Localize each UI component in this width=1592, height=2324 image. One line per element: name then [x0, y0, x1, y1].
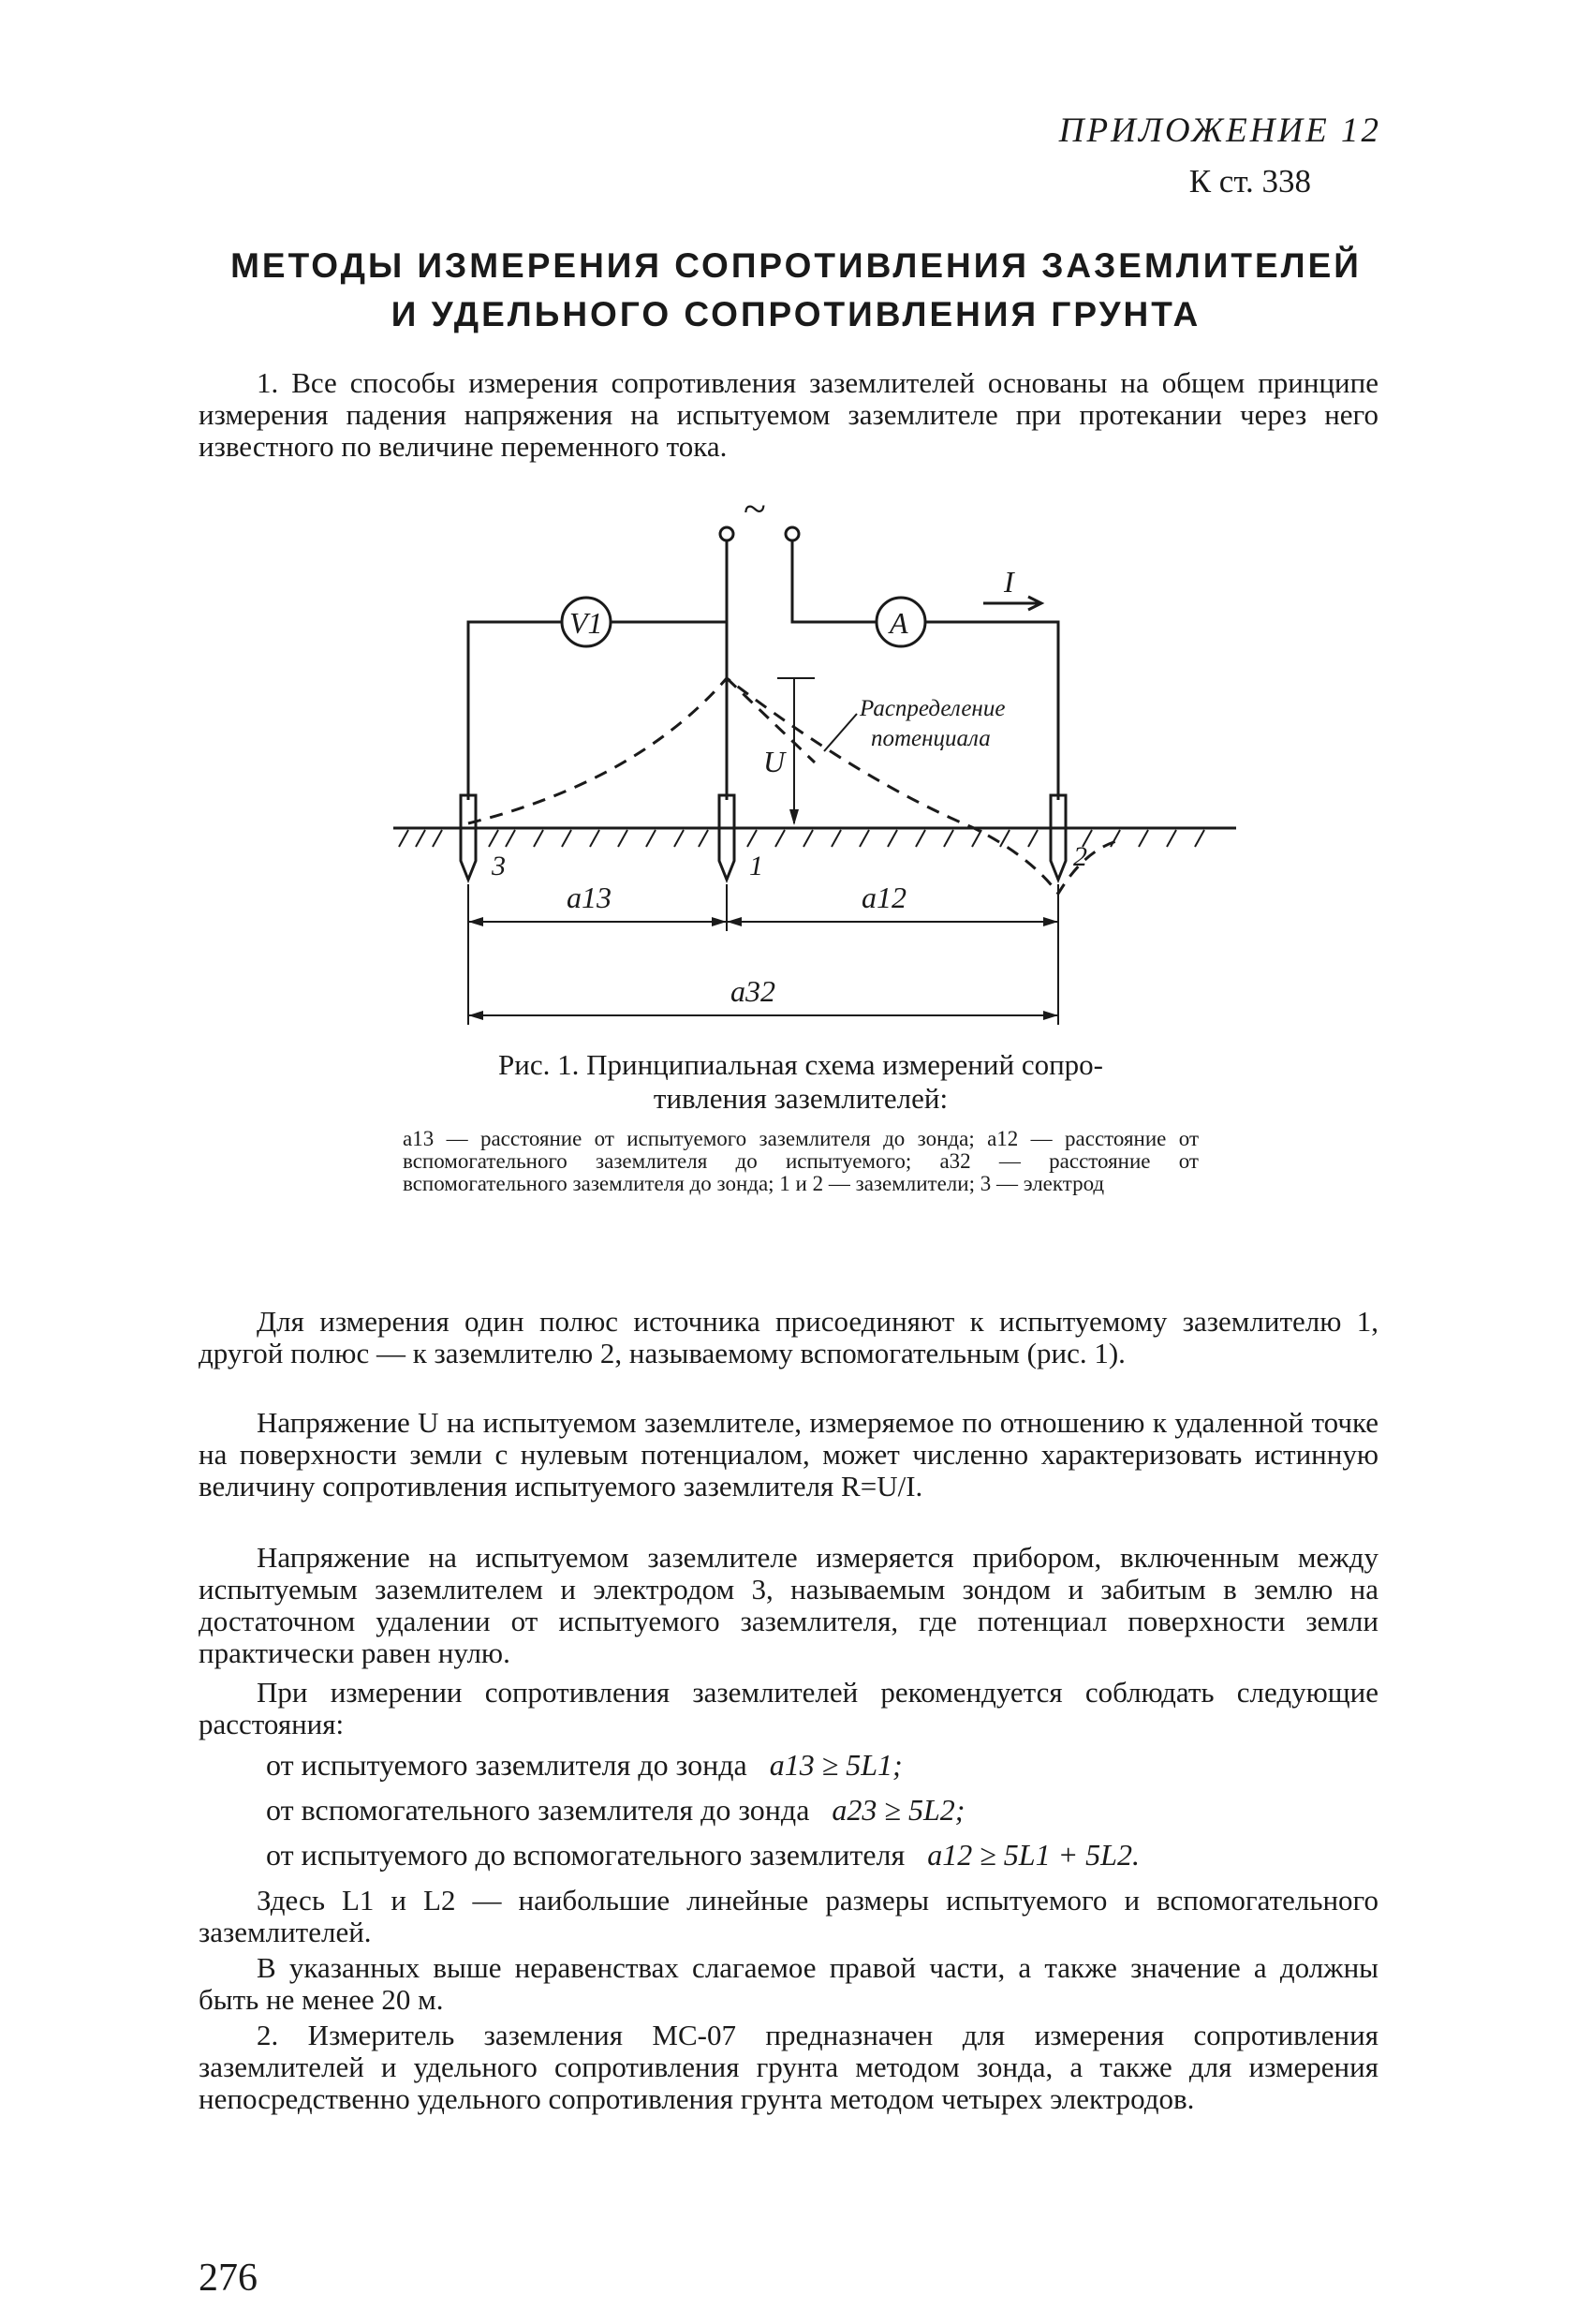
body-paragraph-3: Напряжение на испытуемом заземлителе измеряется прибором, включенным между испытуемым заземлителем и электродом 3, называемым зондом и забитым в землю на достаточном удалении от испытуемого заземлителя, где потенциал поверхности земли практически равен нулю. — [199, 1541, 1378, 1669]
dimension-a13-label: a13 — [567, 881, 612, 914]
page-title-line2: И УДЕЛЬНОГО СОПРОТИВЛЕНИЯ ГРУНТА — [391, 295, 1201, 333]
potential-distribution-curve — [468, 678, 1124, 894]
current-label: I — [1004, 565, 1014, 599]
source-symbol: ~ — [744, 491, 766, 532]
ammeter-label: A — [890, 606, 908, 640]
body-paragraph-4: При измерении сопротивления заземлителей рекомендуется соблюдать следующие расстояния: — [199, 1676, 1378, 1740]
distance-rule-1: от испытуемого заземлителя до зонда a13 ≥ 5L1; — [266, 1748, 903, 1782]
potential-label-line2: потенциала — [871, 726, 991, 751]
electrode-3-label: 3 — [492, 851, 506, 881]
wire-voltmeter-to-electrode-3 — [468, 622, 562, 800]
electrode-2-rod — [1051, 795, 1066, 880]
potential-label-line1: Распределение — [860, 696, 1006, 721]
source-terminal-left — [720, 527, 733, 540]
electrode-1-rod — [719, 795, 734, 880]
intro-text: 1. Все способы измерения сопротивления заземлителей основаны на общем принципе измерения падения напряжения на испытуемом заземлителе при протекании через него известного по величине переменного тока. — [199, 366, 1378, 463]
figure-caption-line1: Рис. 1. Принципиальная схема измерений сопро- — [498, 1048, 1103, 1081]
figure-legend: a13 — расстояние от испытуемого заземлителя до зонда; a12 — расстояние от вспомогательного заземлителя до испытуемого; a32 — расстояние от вспомогательного заземлителя до зонда; 1 и 2 — заземлители; 3 — электрод — [403, 1127, 1199, 1195]
article-reference: К ст. 338 — [1188, 163, 1311, 200]
body-paragraph-6: В указанных выше неравенствах слагаемое правой части, а также значение a должны быть не менее 20 м. — [199, 1951, 1378, 2016]
appendix-label: ПРИЛОЖЕНИЕ 12 — [1058, 111, 1381, 150]
voltage-label: U — [763, 745, 786, 778]
electrode-3-rod — [461, 795, 476, 880]
electrode-2-label: 2 — [1073, 841, 1087, 872]
wire-source-to-ammeter — [792, 540, 877, 622]
body-paragraph-1: Для измерения один полюс источника присоединяют к испытуемому заземлителю 1, другой полюс — к заземлителю 2, называемому вспомогательным (рис. 1). — [199, 1305, 1378, 1369]
potential-label-pointer — [824, 714, 857, 751]
page-title-line1: МЕТОДЫ ИЗМЕРЕНИЯ СОПРОТИВЛЕНИЯ ЗАЗЕМЛИТЕЛЕЙ — [230, 246, 1362, 285]
figure-caption-line2: тивления заземлителей: — [653, 1082, 949, 1115]
body-paragraph-5: Здесь L1 и L2 — наибольшие линейные размеры испытуемого и вспомогательного заземлителей. — [199, 1884, 1378, 1948]
source-terminal-right — [786, 527, 799, 540]
electrode-1-label: 1 — [749, 851, 763, 881]
measurement-circuit-diagram — [375, 491, 1255, 1034]
body-paragraph-2: Напряжение U на испытуемом заземлителе, измеряемое по отношению к удаленной точке на поверхности земли с нулевым потенциалом, может численно характеризовать истинную величину сопротивления испытуемого заземлителя R=U/I. — [199, 1406, 1378, 1502]
intro-paragraph — [199, 367, 1378, 463]
page-number: 276 — [199, 2257, 258, 2300]
body-paragraph-7: 2. Измеритель заземления МС-07 предназначен для измерения сопротивления заземлителей и удельного сопротивления грунта методом зонда, а также для измерения непосредственно удельного сопротивления грунта методом четырех электродов. — [199, 2019, 1378, 2115]
distance-rule-3: от испытуемого до вспомогательного заземлителя a12 ≥ 5L1 + 5L2. — [266, 1838, 1140, 1872]
voltmeter-label: V1 — [569, 606, 603, 640]
dimension-a12-label: a12 — [862, 881, 907, 914]
dimension-a32-label: a32 — [730, 974, 775, 1008]
distance-rule-2: от вспомогательного заземлителя до зонда a23 ≥ 5L2; — [266, 1793, 966, 1827]
